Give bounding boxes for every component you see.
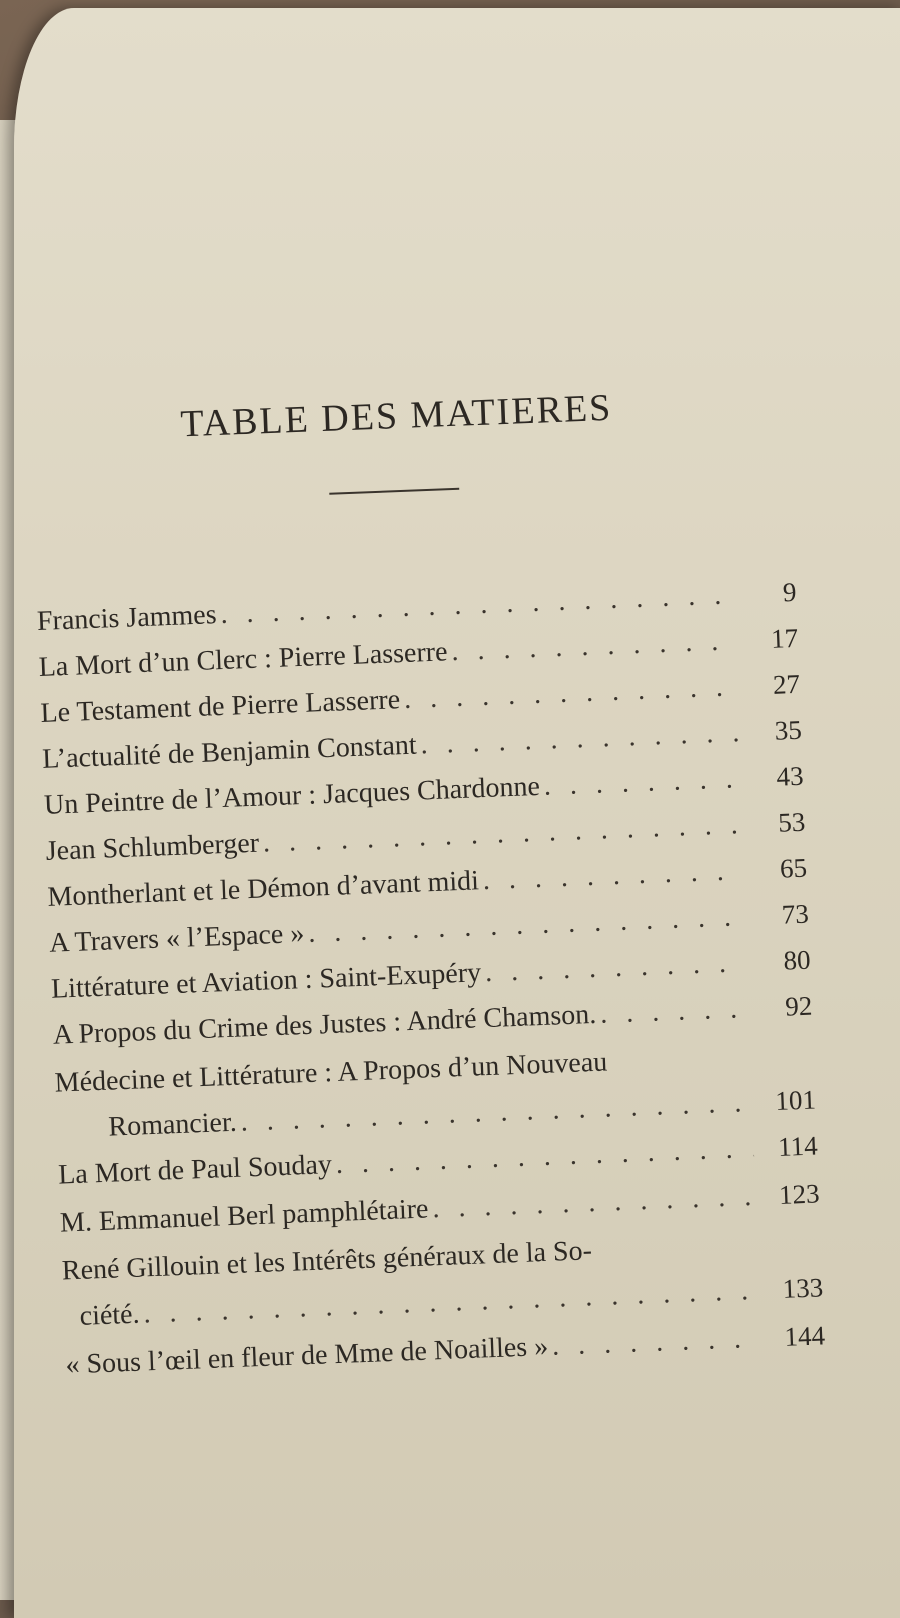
leader-dots [403, 671, 736, 716]
leader-dots [600, 993, 749, 1031]
toc-entry-page: 114 [777, 1130, 819, 1162]
leader-dots [240, 1087, 753, 1139]
toc-entry-title-continued: Romancier. [107, 1106, 238, 1143]
toc-entry-page: 27 [772, 668, 801, 700]
leader-dots [451, 625, 735, 668]
toc-entry-title: « Sous l’œil en fleur de Mme de Noailles » [64, 1330, 549, 1381]
toc-entry-page: 17 [770, 622, 799, 654]
toc-entry-page: 43 [775, 760, 805, 792]
toc-entry-title: M. Emmanuel Berl pamphlétaire [59, 1193, 429, 1239]
toc-entry-page: 92 [784, 990, 813, 1022]
page-title: TABLE DES MATIERES [179, 386, 614, 446]
leader-dots [482, 855, 743, 897]
leader-dots [420, 717, 738, 761]
toc-entry-page: 133 [782, 1272, 824, 1304]
toc-entry-page: 9 [782, 576, 797, 608]
toc-entry-title-continued: ciété. [79, 1298, 141, 1332]
toc-entry-title: Médecine et Littérature : A Propos d’un Nouveau [54, 1046, 608, 1099]
leader-dots [262, 809, 742, 859]
toc-entry-title: Francis Jammes [36, 599, 218, 638]
toc-entry-title: A Propos du Crime des Justes : André Chamson. [52, 998, 597, 1051]
toc-entry-page: 53 [777, 806, 806, 838]
toc-entry [60, 1178, 821, 1239]
leader-dots [335, 1133, 754, 1181]
toc-entry-title: Montherlant et le Démon d’avant midi [46, 865, 480, 913]
toc-entry-page: 65 [779, 852, 808, 884]
toc-entry-title: Un Peintre de l’Amour : Jacques Chardonne [43, 770, 541, 821]
leader-dots [143, 1275, 760, 1331]
leader-dots [308, 901, 746, 950]
toc-entry-page: 144 [783, 1320, 826, 1352]
toc-entry-page: 80 [782, 944, 812, 976]
toc-entry-title: Jean Schlumberger [45, 827, 260, 867]
toc-entry [65, 1320, 826, 1381]
toc-entry-title: Littérature et Aviation : Saint-Exupéry [50, 957, 482, 1005]
toc-entry-page: 73 [781, 898, 810, 930]
toc-entry-title: La Mort d’un Clerc : Pierre Lasserre [38, 636, 449, 683]
leader-dots [220, 579, 733, 631]
toc-entry-page: 101 [774, 1084, 817, 1117]
toc-entry-title: La Mort de Paul Souday [57, 1149, 333, 1191]
toc-entry-page: 123 [778, 1178, 821, 1210]
leader-dots [552, 1323, 762, 1363]
toc-entry-title: A Travers « l’Espace » [48, 918, 305, 959]
toc-entry-title: L’actualité de Benjamin Constant [41, 729, 418, 775]
leader-dots [543, 763, 740, 802]
toc-entry-page: 35 [774, 714, 803, 746]
toc-entry-title: Le Testament de Pierre Lasserre [39, 684, 401, 729]
leader-dots [432, 1181, 756, 1225]
leader-dots [484, 947, 747, 989]
toc-entry-title: René Gillouin et les Intérêts généraux de la So- [61, 1235, 593, 1287]
